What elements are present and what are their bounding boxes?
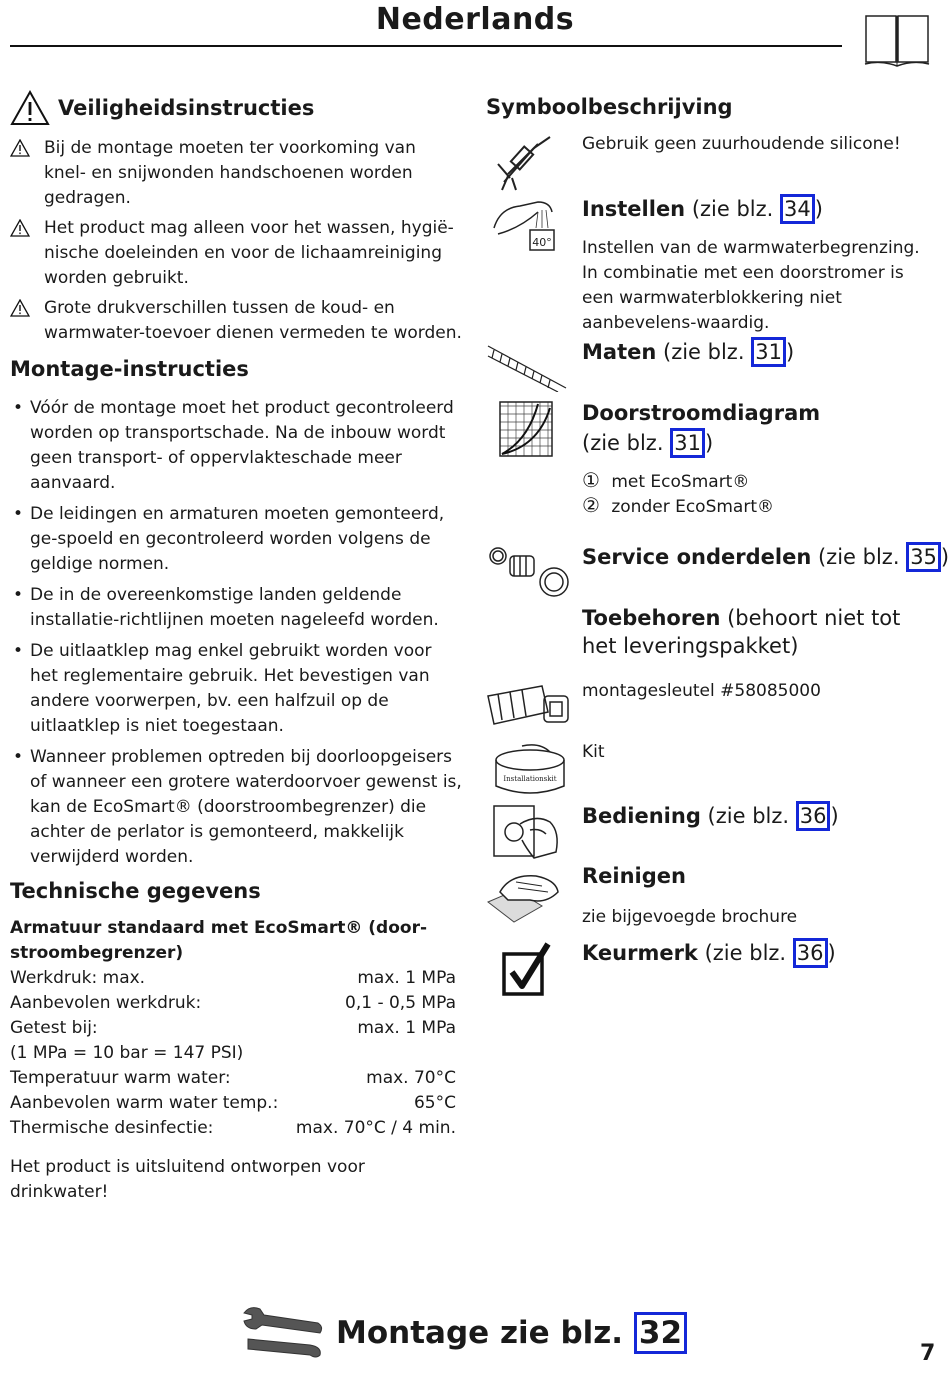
- operation-hand-icon: [490, 800, 562, 860]
- spec-row: [10, 1066, 456, 1091]
- tech-subheading: Armatuur standaard met EcoSmart® (door-stroombegrenzer): [10, 918, 428, 963]
- page-title: Nederlands: [375, 2, 575, 37]
- toebehoren-rest: (behoort niet tot het leveringspakket): [582, 606, 901, 658]
- safety-item-text: Het product mag alleen voor het wassen, hygië-nische doeleinden en voor de lichaamreiniging worden gebruikt.: [44, 218, 454, 288]
- doorstroom-page-link[interactable]: 31: [670, 428, 705, 458]
- reinigen-title-text: Reinigen: [582, 864, 686, 888]
- paren-close: ): [830, 804, 839, 828]
- maten-zie: (zie blz.: [663, 340, 745, 364]
- safety-item: [10, 296, 462, 346]
- footer-text: Montage zie blz.: [336, 1315, 624, 1351]
- spec-value: max. 70°C / 4 min.: [295, 1118, 456, 1138]
- safety-heading-row: [10, 90, 462, 126]
- maten-title: Maten: [582, 340, 657, 364]
- spec-label: Aanbevolen werkdruk:: [10, 993, 202, 1013]
- spec-row: [10, 1016, 456, 1041]
- bediening-title: Bediening: [582, 804, 701, 828]
- spec-value: 65°C: [413, 1093, 456, 1113]
- service-title-row: [582, 542, 949, 572]
- doorstroom-item-1: [582, 468, 749, 495]
- montage-item: • De uitlaatklep mag enkel gebruikt worden voor het reglementaire gebruik. Het bevestigen van andere voorwerpen, bv. een halfzuil op de uitlaatklep is niet toegestaan.: [13, 641, 432, 736]
- maten-title-row: [582, 337, 794, 367]
- montage-item-text: De in de overeenkomstige landen geldende installatie-richtlijnen moeten nageleefd worden.: [30, 585, 439, 630]
- reinigen-text: zie bijgevoegde brochure: [582, 907, 798, 927]
- tech-heading: Technische gegevens: [10, 879, 261, 903]
- silicone-gun-icon: [494, 134, 554, 194]
- wrench-key-icon: [484, 682, 574, 738]
- spec-value: 0,1 - 0,5 MPa: [345, 993, 456, 1013]
- safety-item-text: Bij de montage moeten ter voorkoming van knel- en snijwonden handschoenen worden gedragen.: [44, 138, 416, 208]
- kit-text: Kit: [582, 742, 605, 762]
- paren-close: ): [940, 545, 950, 569]
- instellen-text: Instellen van de warmwaterbegrenzing. In combinatie met een doorstromer is een warmwaterblokkering niet aanbevelens-waardig.: [582, 238, 920, 333]
- toebehoren-title: Toebehoren: [582, 606, 721, 630]
- instellen-title: Instellen: [582, 197, 686, 221]
- spec-row: [10, 1091, 456, 1116]
- kit-label: Installationskit: [503, 775, 557, 783]
- shower-handle-icon: [490, 198, 560, 254]
- footer-page-link[interactable]: 32: [634, 1312, 687, 1354]
- warning-icon: [10, 139, 30, 157]
- checkmark-icon: [500, 942, 552, 998]
- doorstroom-item-text: met EcoSmart®: [611, 472, 750, 492]
- safety-item-text: Grote drukverschillen tussen de koud- en warmwater-toevoer dienen vermeden te worden.: [44, 298, 462, 343]
- number-2-icon: ②: [582, 493, 600, 517]
- ruler-icon: [486, 342, 568, 392]
- safety-item: [10, 216, 462, 291]
- montage-item-text: De uitlaatklep mag enkel gebruikt worden voor het reglementaire gebruik. Het bevestigen van andere voorwerpen, bv. een halfzuil op de uitlaatklep is niet toegestaan.: [30, 641, 432, 736]
- doorstroom-ref-row: [582, 428, 713, 458]
- service-title: Service onderdelen: [582, 545, 812, 569]
- montage-item: • De in de overeenkomstige landen geldende installatie-richtlijnen moeten nageleefd worden.: [13, 585, 439, 630]
- doorstroom-zie: (zie blz.: [582, 431, 664, 455]
- page-number: 7: [920, 1341, 936, 1366]
- number-1-icon: ①: [582, 468, 600, 492]
- keurmerk-zie: (zie blz.: [704, 941, 787, 965]
- spec-value: max. 70°C: [366, 1068, 456, 1088]
- montage-item-text: Vóór de montage moet het product gecontroleerd worden op transportschade. Na de inbouw wordt geen transport- of oppervlakteschade meer aanvaard.: [30, 398, 454, 493]
- service-parts-icon: [486, 544, 572, 600]
- montage-item: • Wanneer problemen optreden bij doorloopgeisers of wanneer een grotere waterdoorvoer gewenst is, kan de EcoSmart® (doorstroombegrenzer) die achter de perlator is gemonteerd, makkelijk verwijderd worden.: [13, 747, 462, 867]
- doorstroom-item-text: zonder EcoSmart®: [611, 497, 774, 517]
- montage-item-text: De leidingen en armaturen moeten gemonteerd, ge-spoeld en gecontroleerd worden volgens de geldige normen.: [30, 504, 445, 574]
- spec-value: max. 1 MPa: [357, 968, 456, 988]
- montage-item-text: Wanneer problemen optreden bij doorloopgeisers of wanneer een grotere waterdoorvoer gewenst is, kan de EcoSmart® (doorstroombegrenzer) die achter de perlator is gemonteerd, makkelijk verwijderd worden.: [30, 747, 462, 867]
- silicone-warning: Gebruik geen zuurhoudende silicone!: [582, 134, 901, 154]
- keurmerk-title-row: [582, 938, 836, 968]
- spec-label: (1 MPa = 10 bar = 147 PSI): [10, 1043, 244, 1063]
- keurmerk-page-link[interactable]: 36: [793, 938, 828, 968]
- warning-icon: [10, 219, 30, 237]
- spec-row: [10, 1041, 456, 1066]
- paren-close: ): [785, 340, 795, 364]
- spec-value: max. 1 MPa: [357, 1018, 456, 1038]
- instellen-page-link[interactable]: 34: [780, 194, 815, 224]
- warning-icon: [10, 90, 50, 126]
- doorstroom-title: [582, 399, 820, 427]
- spec-row: [10, 991, 456, 1016]
- title-rule: [10, 45, 842, 47]
- flow-diagram-icon: [498, 400, 554, 458]
- bediening-title-row: [582, 801, 839, 831]
- kit-tin-icon: [492, 742, 568, 800]
- toebehoren-row: [582, 604, 932, 660]
- thermo-label: 40°: [532, 236, 552, 249]
- bediening-zie: (zie blz.: [707, 804, 790, 828]
- spec-row: [10, 966, 456, 991]
- montage-heading: Montage-instructies: [10, 357, 249, 381]
- safety-item: [10, 136, 462, 211]
- montage-item: • Vóór de montage moet het product gecontroleerd worden op transportschade. Na de inbouw wordt geen transport- of oppervlakteschade meer aanvaard.: [13, 398, 454, 493]
- doorstroom-item-2: [582, 493, 774, 520]
- symbols-heading: Symboolbeschrijving: [486, 95, 733, 119]
- tools-icon: [240, 1303, 326, 1359]
- instellen-title-row: [582, 194, 823, 224]
- spec-label: Aanbevolen warm water temp.:: [10, 1093, 279, 1113]
- doorstroom-title-text: Doorstroomdiagram: [582, 401, 821, 425]
- footer-montage: [336, 1312, 687, 1354]
- safety-heading: Veiligheidsinstructies: [58, 96, 315, 120]
- service-zie: (zie blz.: [817, 545, 900, 569]
- montagesleutel-text: montagesleutel #58085000: [582, 681, 821, 701]
- maten-page-link[interactable]: 31: [751, 337, 786, 367]
- instellen-zie: (zie blz.: [691, 197, 774, 221]
- spec-label: Thermische desinfectie:: [10, 1118, 214, 1138]
- spec-label: Temperatuur warm water:: [10, 1068, 231, 1088]
- paren-close: ): [814, 197, 823, 221]
- cleaning-hand-icon: [486, 866, 562, 924]
- spec-row: [10, 1116, 456, 1141]
- service-page-link[interactable]: 35: [906, 542, 941, 572]
- warning-icon: [10, 299, 30, 317]
- paren-close: ): [827, 941, 836, 965]
- left-column: [10, 90, 462, 1205]
- paren-close: ): [704, 431, 714, 455]
- reinigen-title: [582, 862, 686, 890]
- drinkwater-note: Het product is uitsluitend ontworpen voor drinkwater!: [10, 1157, 365, 1202]
- spec-label: Werkdruk: max.: [10, 968, 146, 988]
- keurmerk-title: Keurmerk: [582, 941, 698, 965]
- spec-label: Getest bij:: [10, 1018, 98, 1038]
- bediening-page-link[interactable]: 36: [796, 801, 831, 831]
- montage-item: • De leidingen en armaturen moeten gemonteerd, ge-spoeld en gecontroleerd worden volgens de geldige normen.: [13, 504, 445, 574]
- book-icon: [864, 14, 930, 68]
